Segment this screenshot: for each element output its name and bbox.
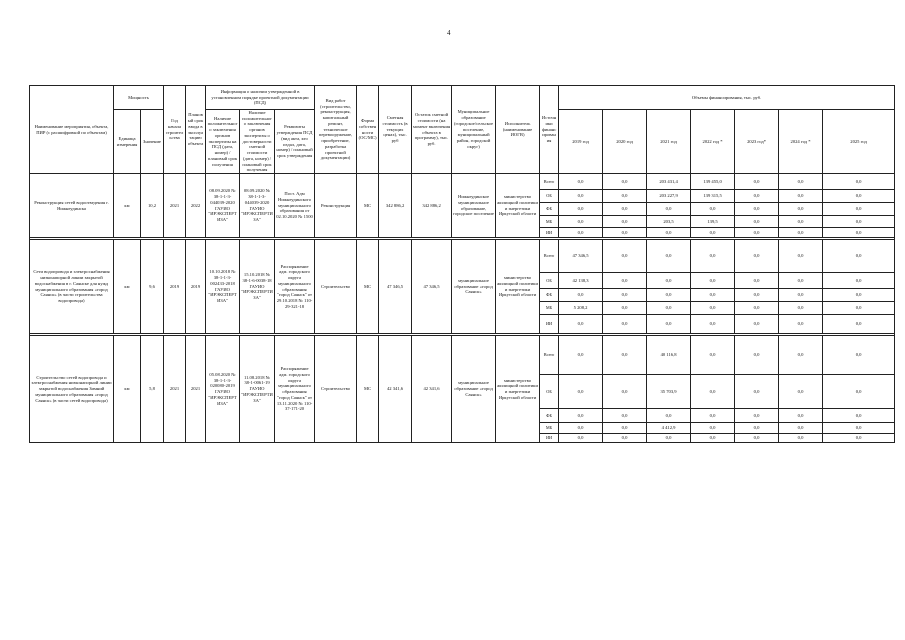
funding-value: 0,0: [779, 434, 823, 443]
funding-value: 0,0: [559, 203, 603, 216]
header-year-2023: 2023 год*: [735, 110, 779, 174]
funding-value: 0,0: [559, 228, 603, 238]
funding-value: 35 703,9: [647, 375, 691, 409]
funding-value: 0,0: [691, 423, 735, 434]
funding-value: 0,0: [691, 289, 735, 302]
object-work-type: Реконструкция: [315, 174, 357, 238]
object-remaining: 47 346,5: [412, 240, 452, 334]
funding-value: 0,0: [735, 203, 779, 216]
object-remaining: 42 341,6: [412, 336, 452, 443]
funding-value: 0,0: [735, 409, 779, 423]
object-start-year: 2021: [164, 336, 186, 443]
funding-value: 0,0: [603, 228, 647, 238]
object-psd-reliability: 11.08.2018 № 38-1-0061-19 ГАУИО "ИРЭКСПЕРТИЗА": [240, 336, 275, 443]
object-value: 10,2: [141, 174, 164, 238]
funding-value: 0,0: [559, 174, 603, 190]
header-year-2025: 2025 год: [823, 110, 895, 174]
funding-source: ФБ: [540, 409, 559, 423]
object-psd-approval: Распоряжение адм. городского округа муниципального образования "город Саянск" от 13.11.2020 № 110-37-171-20: [275, 336, 315, 443]
funding-value: 0,0: [691, 203, 735, 216]
funding-value: 0,0: [735, 423, 779, 434]
funding-source: ОБ: [540, 375, 559, 409]
funding-value: 0,0: [559, 375, 603, 409]
object-executor: министерство жилищной политики и энергетики Иркутской области: [496, 336, 540, 443]
funding-value: 0,0: [559, 434, 603, 443]
header-year-2019: 2019 год: [559, 110, 603, 174]
funding-value: 0,0: [691, 228, 735, 238]
funding-source: ИИ: [540, 434, 559, 443]
funding-source: ОБ: [540, 190, 559, 203]
funding-value: 0,0: [823, 434, 895, 443]
funding-value: 0,0: [603, 273, 647, 289]
funding-value: 0,0: [559, 216, 603, 228]
header-year-2022: 2022 год *: [691, 110, 735, 174]
table-row: [30, 174, 895, 190]
funding-value: 0,0: [691, 375, 735, 409]
funding-value: 0,0: [735, 190, 779, 203]
funding-value: 139 455,0: [691, 174, 735, 190]
funding-value: 0,0: [559, 423, 603, 434]
object-municipality: муниципальное образование «город Саянск»: [452, 336, 496, 443]
funding-value: 0,0: [647, 228, 691, 238]
funding-source: Всего: [540, 240, 559, 273]
header-psd-positive: Наличие положительного заключения органов экспертизы на ПСД (дата, номер) / плановый срок получения: [206, 110, 240, 174]
funding-value: 0,0: [823, 203, 895, 216]
object-estimate: 342 886,2: [379, 174, 412, 238]
header-work-type: Вид работ (строительство, реконструкция, капитальный ремонт, техническое перевооружение, приобретение, разработка проектной документации): [315, 86, 357, 174]
header-unit: Единица измерения: [114, 110, 141, 174]
table-row: [30, 336, 895, 375]
object-executor: министерство жилищной политики и энергетики Иркутской области: [496, 174, 540, 238]
header-psd-approval: Реквизиты утверждения ПСД (вид акта, кто издал, дата, номер) / плановый срок утверждения: [275, 110, 315, 174]
page-number: 4: [447, 29, 451, 37]
funding-value: 0,0: [691, 336, 735, 375]
funding-value: 139,5: [691, 216, 735, 228]
funding-value: 0,0: [603, 302, 647, 315]
funding-value: 0,0: [647, 240, 691, 273]
funding-value: 0,0: [779, 423, 823, 434]
funding-value: 0,0: [735, 240, 779, 273]
funding-value: 0,0: [603, 423, 647, 434]
funding-value: 40 116,8: [647, 336, 691, 375]
funding-value: 0,0: [735, 315, 779, 334]
funding-source: ИИ: [540, 228, 559, 238]
object-ownership: МС: [357, 240, 379, 334]
object-ownership: МС: [357, 336, 379, 443]
funding-value: 0,0: [823, 336, 895, 375]
funding-value: 0,0: [603, 174, 647, 190]
funding-source: ОБ: [540, 273, 559, 289]
funding-value: 0,0: [603, 434, 647, 443]
funding-value: 0,0: [823, 302, 895, 315]
funding-value: 0,0: [823, 174, 895, 190]
header-year-2020: 2020 год: [603, 110, 647, 174]
funding-value: 0,0: [779, 289, 823, 302]
header-remaining: Остаток сметной стоимости (на момент включения объекта в программу), тыс. руб.: [412, 86, 452, 174]
funding-source: ИИ: [540, 315, 559, 334]
header-psd-group: Информация о наличии утвержденной в установленном порядке проектной документации (ПСД): [206, 86, 315, 110]
header-ownership: Форма собственности (ОС/МС): [357, 86, 379, 174]
object-estimate: 47 346,5: [379, 240, 412, 334]
funding-value: 4 412,9: [647, 423, 691, 434]
object-ownership: МС: [357, 174, 379, 238]
program-table: [29, 85, 895, 443]
funding-value: 0,0: [603, 315, 647, 334]
object-psd-approval: Пост. Адм Нижнеудинского муниципального образования от 02.10.2020 № 1500: [275, 174, 315, 238]
funding-value: 42 138,3: [559, 273, 603, 289]
funding-value: 0,0: [823, 409, 895, 423]
funding-source: МБ: [540, 302, 559, 315]
funding-value: 0,0: [779, 216, 823, 228]
funding-value: 0,0: [823, 190, 895, 203]
funding-value: 0,0: [735, 434, 779, 443]
header-funding-group: Объемы финансирования, тыс. руб.: [559, 86, 895, 110]
funding-value: 0,0: [647, 315, 691, 334]
funding-value: 0,0: [691, 434, 735, 443]
funding-value: 0,0: [735, 216, 779, 228]
object-municipality: Нижнеудинское муниципальное образование, городское поселение: [452, 174, 496, 238]
funding-value: 0,0: [779, 174, 823, 190]
table-row: [30, 240, 895, 273]
object-executor: министерство жилищной политики и энергетики Иркутской области: [496, 240, 540, 334]
funding-value: 0,0: [647, 302, 691, 315]
funding-value: 0,0: [647, 289, 691, 302]
funding-value: 0,0: [603, 289, 647, 302]
object-psd-positive: 10.10.2018 № 38-1-1-3-002433-2018 ГАУИО "ИРЭКСПЕРТИЗА": [206, 240, 240, 334]
funding-value: 203 227,9: [647, 190, 691, 203]
object-work-type: Строительство: [315, 336, 357, 443]
funding-value: 0,0: [559, 336, 603, 375]
object-unit: км: [114, 174, 141, 238]
funding-value: 47 346,5: [559, 240, 603, 273]
object-psd-reliability: 15.10.2018 № 38-1-6-0038-18 ГАУИО "ИРЭКСПЕРТИЗА": [240, 240, 275, 334]
funding-value: 0,0: [691, 409, 735, 423]
funding-value: 0,0: [647, 203, 691, 216]
funding-value: 0,0: [779, 240, 823, 273]
object-plan-year: 2022: [186, 174, 206, 238]
funding-value: 0,0: [823, 375, 895, 409]
funding-value: 203,5: [647, 216, 691, 228]
funding-source: Всего: [540, 174, 559, 190]
funding-source: ФБ: [540, 203, 559, 216]
funding-value: 0,0: [603, 336, 647, 375]
funding-source: МБ: [540, 216, 559, 228]
object-start-year: 2021: [164, 174, 186, 238]
funding-value: 0,0: [735, 273, 779, 289]
funding-value: 0,0: [603, 240, 647, 273]
funding-value: 0,0: [559, 190, 603, 203]
object-name: Сети водопровода и электроснабжения низконапорной линии закрытой водоснабжения в г. Саянске для нужд муниципального образования «город Саянск» (в части строительства водопровода): [30, 240, 114, 334]
funding-value: 5 208,2: [559, 302, 603, 315]
funding-value: 0,0: [779, 190, 823, 203]
funding-value: 0,0: [603, 409, 647, 423]
object-remaining: 342 886,2: [412, 174, 452, 238]
funding-source: Всего: [540, 336, 559, 375]
funding-value: 0,0: [823, 228, 895, 238]
funding-value: 139 315,5: [691, 190, 735, 203]
header-start-year: Год начала строительства: [164, 86, 186, 174]
header-name: Наименование мероприятия, объекта, ПИР (с расшифровкой по объектам): [30, 86, 114, 174]
funding-value: 0,0: [823, 423, 895, 434]
object-psd-approval: Распоряжение адм. городского округа муниципального образования "город Саянск" от 29.10.2018 № 110-29-321-18: [275, 240, 315, 334]
object-value: 5,8: [141, 336, 164, 443]
funding-value: 0,0: [823, 315, 895, 334]
funding-value: 0,0: [779, 228, 823, 238]
funding-value: 0,0: [779, 273, 823, 289]
object-value: 9,6: [141, 240, 164, 334]
funding-value: 0,0: [823, 216, 895, 228]
object-work-type: Строительство: [315, 240, 357, 334]
funding-value: 0,0: [647, 273, 691, 289]
funding-value: 0,0: [735, 375, 779, 409]
header-estimate: Сметная стоимость (в текущих ценах), тыс. руб: [379, 86, 412, 174]
header-executor: Исполнитель (наименование ИОГВ): [496, 86, 540, 174]
funding-value: 0,0: [559, 409, 603, 423]
object-psd-positive: 08.09.2020 № 38-1-1-3-044039-2020 ГАУИО "ИРЭКСПЕРТИЗА": [206, 174, 240, 238]
header-year-2021: 2021 год: [647, 110, 691, 174]
funding-value: 0,0: [779, 203, 823, 216]
object-start-year: 2019: [164, 240, 186, 334]
object-name: Строительство сетей водопровода и электроснабжения низконапорной линии закрытой водоснабжения Зимний муниципального образования «город Саянск» (в части сетей водопровода): [30, 336, 114, 443]
object-psd-reliability: 08.09.2020 № 38-1-1-3-044039-2020 ГАУИО "ИРЭКСПЕРТИЗА": [240, 174, 275, 238]
funding-value: 0,0: [779, 315, 823, 334]
funding-source: МБ: [540, 423, 559, 434]
object-plan-year: 2021: [186, 336, 206, 443]
funding-value: 0,0: [559, 289, 603, 302]
funding-value: 0,0: [735, 289, 779, 302]
object-plan-year: 2019: [186, 240, 206, 334]
funding-value: 0,0: [735, 336, 779, 375]
object-name: Реконструкция сетей водоотведения г. Нижнеудинска: [30, 174, 114, 238]
header-source: Источники финансирования: [540, 86, 559, 174]
funding-value: 0,0: [647, 409, 691, 423]
header-year-2024: 2024 год *: [779, 110, 823, 174]
object-unit: км: [114, 240, 141, 334]
funding-value: 0,0: [735, 302, 779, 315]
object-unit: км: [114, 336, 141, 443]
funding-value: 0,0: [647, 434, 691, 443]
object-psd-positive: 05.08.2020 № 38-1-1-3-020080-2019 ГАУИО "ИРЭКСПЕРТИЗА": [206, 336, 240, 443]
funding-value: 0,0: [691, 315, 735, 334]
object-municipality: муниципальное образование «город Саянск»: [452, 240, 496, 334]
header-value: Значение: [141, 110, 164, 174]
funding-value: 0,0: [691, 240, 735, 273]
header-capacity: Мощность: [114, 86, 164, 110]
funding-value: 203 431,4: [647, 174, 691, 190]
funding-value: 0,0: [735, 174, 779, 190]
funding-value: 0,0: [603, 216, 647, 228]
funding-value: 0,0: [735, 228, 779, 238]
funding-value: 0,0: [691, 302, 735, 315]
header-psd-reliability: Наличие положительного заключения органов экспертизы о достоверности сметной стоимости (дата, номер) / плановый срок получения: [240, 110, 275, 174]
funding-value: 0,0: [603, 375, 647, 409]
funding-value: 0,0: [779, 375, 823, 409]
funding-source: ФБ: [540, 289, 559, 302]
funding-value: 0,0: [823, 240, 895, 273]
funding-value: 0,0: [779, 302, 823, 315]
funding-value: 0,0: [603, 190, 647, 203]
funding-value: 0,0: [691, 273, 735, 289]
funding-value: 0,0: [779, 409, 823, 423]
header-municipality: Муниципальное образование (городское/сельское поселение, муниципальный район, городской округ): [452, 86, 496, 174]
funding-value: 0,0: [823, 289, 895, 302]
funding-value: 0,0: [559, 315, 603, 334]
object-estimate: 42 341,6: [379, 336, 412, 443]
funding-value: 0,0: [779, 336, 823, 375]
header-plan-year: Плановый срок ввода в эксплуатацию объекта: [186, 86, 206, 174]
funding-value: 0,0: [603, 203, 647, 216]
funding-value: 0,0: [823, 273, 895, 289]
